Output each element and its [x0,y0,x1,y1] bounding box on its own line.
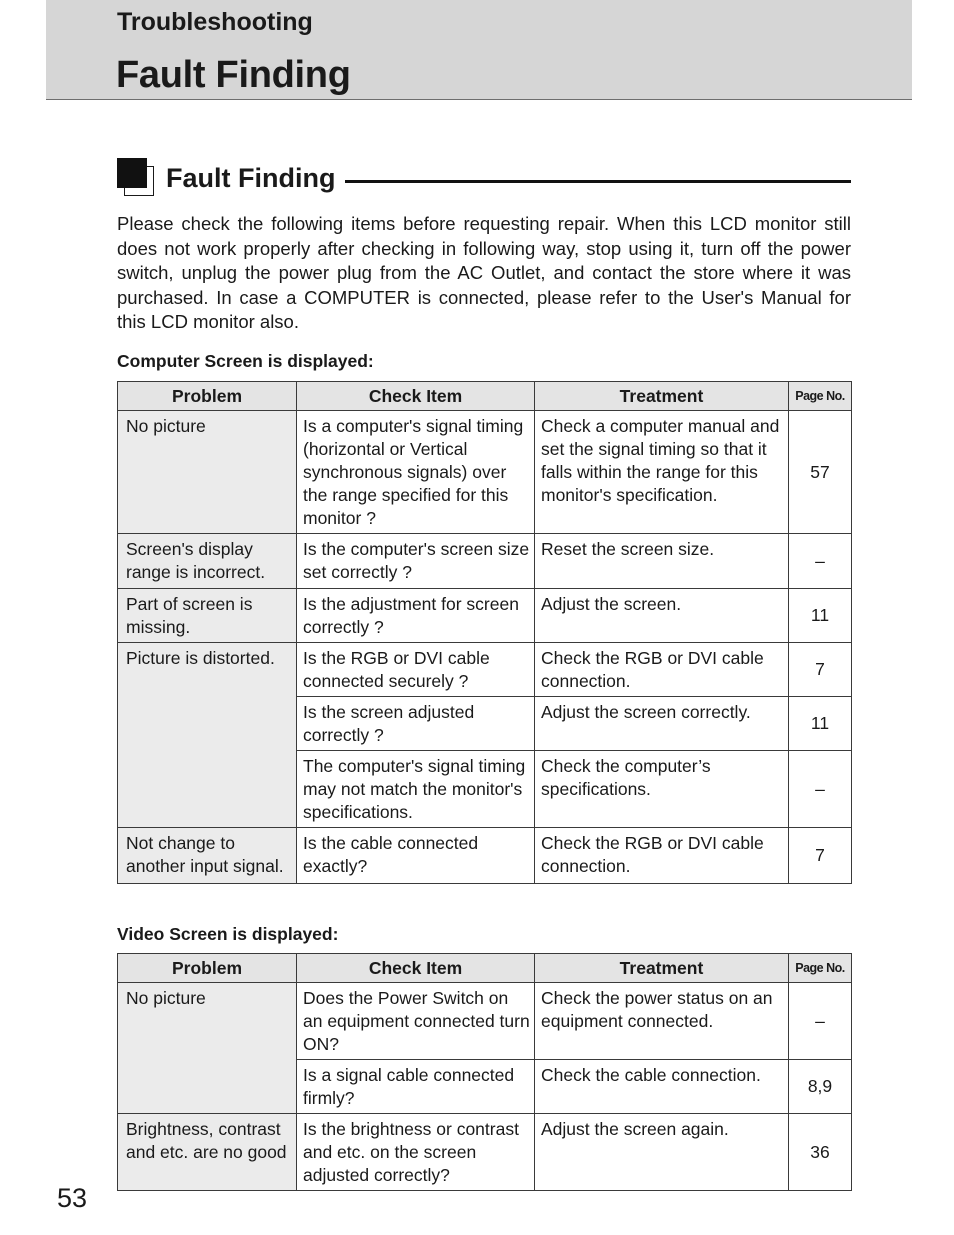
check-item-cell: Is the brightness or contrast and etc. on the screen adjusted correctly? [297,1114,535,1191]
treatment-cell: Adjust the screen. [535,589,789,643]
page-no-cell: 8,9 [789,1060,852,1114]
page-no-cell: – [789,751,852,828]
column-header-check-item: Check Item [297,954,535,983]
page-title: Fault Finding [116,54,351,96]
problem-cell: Screen's display range is incorrect. [118,534,297,589]
treatment-cell: Reset the screen size. [535,534,789,589]
problem-cell: No picture [118,983,297,1114]
video-table-label: Video Screen is displayed: [117,924,339,944]
table-row [118,411,852,534]
check-item-cell: Is a computer's signal timing (horizontal or Vertical synchronous signals) over the range specified for this monitor ? [297,411,535,534]
intro-paragraph: Please check the following items before requesting repair. When this LCD monitor still does not work properly after checking in following way, stop using it, turn off the power switch, unplug the power plug from the AC Outlet, and contact the store where it was purchased. In case a COMPUTER is connected, please refer to the User's Manual for this LCD monitor also. [117,213,851,333]
page-no-cell: 36 [789,1114,852,1191]
header-section: Troubleshooting [117,8,313,36]
computer-table-label: Computer Screen is displayed: [117,351,374,371]
section-heading [117,158,851,198]
page-no-cell: – [789,534,852,589]
column-header-page-no: Page No. [789,954,852,983]
page-no-cell: 11 [789,697,852,751]
column-header-treatment: Treatment [535,954,789,983]
treatment-cell: Adjust the screen correctly. [535,697,789,751]
table-row [118,534,852,589]
computer-fault-table [117,381,852,884]
table-header-row [118,954,852,983]
problem-cell: Picture is distorted. [118,643,297,828]
table-header-row [118,382,852,411]
table-row [118,1114,852,1191]
treatment-cell: Check the RGB or DVI cable connection. [535,643,789,697]
section-title: Fault Finding [166,163,336,193]
column-header-page-no: Page No. [789,382,852,411]
check-item-cell: Is the cable connected exactly? [297,828,535,884]
table-row [118,589,852,643]
check-item-cell: Is the screen adjusted correctly ? [297,697,535,751]
table-row [118,643,852,697]
page-no-cell: 7 [789,643,852,697]
problem-cell: Not change to another input signal. [118,828,297,884]
treatment-cell: Check the RGB or DVI cable connection. [535,828,789,884]
square-bullet-icon [117,158,147,188]
treatment-cell: Check a computer manual and set the signal timing so that it falls within the range for this monitor's specification. [535,411,789,534]
page-number: 53 [57,1183,88,1213]
check-item-cell: Is the RGB or DVI cable connected securely ? [297,643,535,697]
problem-cell: Part of screen is missing. [118,589,297,643]
video-fault-table [117,953,852,1191]
problem-cell: Brightness, contrast and etc. are no good [118,1114,297,1191]
treatment-cell: Adjust the screen again. [535,1114,789,1191]
table-row [118,828,852,884]
treatment-cell: Check the computer’s specifications. [535,751,789,828]
page-no-cell: 7 [789,828,852,884]
check-item-cell: Is the adjustment for screen correctly ? [297,589,535,643]
check-item-cell: Is the computer's screen size set correctly ? [297,534,535,589]
check-item-cell: Does the Power Switch on an equipment connected turn ON? [297,983,535,1060]
check-item-cell: The computer's signal timing may not match the monitor's specifications. [297,751,535,828]
column-header-check-item: Check Item [297,382,535,411]
column-header-problem: Problem [118,382,297,411]
page-header [46,0,912,100]
check-item-cell: Is a signal cable connected firmly? [297,1060,535,1114]
problem-cell: No picture [118,411,297,534]
heading-rule [345,180,851,183]
treatment-cell: Check the power status on an equipment connected. [535,983,789,1060]
table-row [118,983,852,1060]
page-no-cell: – [789,983,852,1060]
treatment-cell: Check the cable connection. [535,1060,789,1114]
page-no-cell: 11 [789,589,852,643]
page-no-cell: 57 [789,411,852,534]
column-header-problem: Problem [118,954,297,983]
column-header-treatment: Treatment [535,382,789,411]
